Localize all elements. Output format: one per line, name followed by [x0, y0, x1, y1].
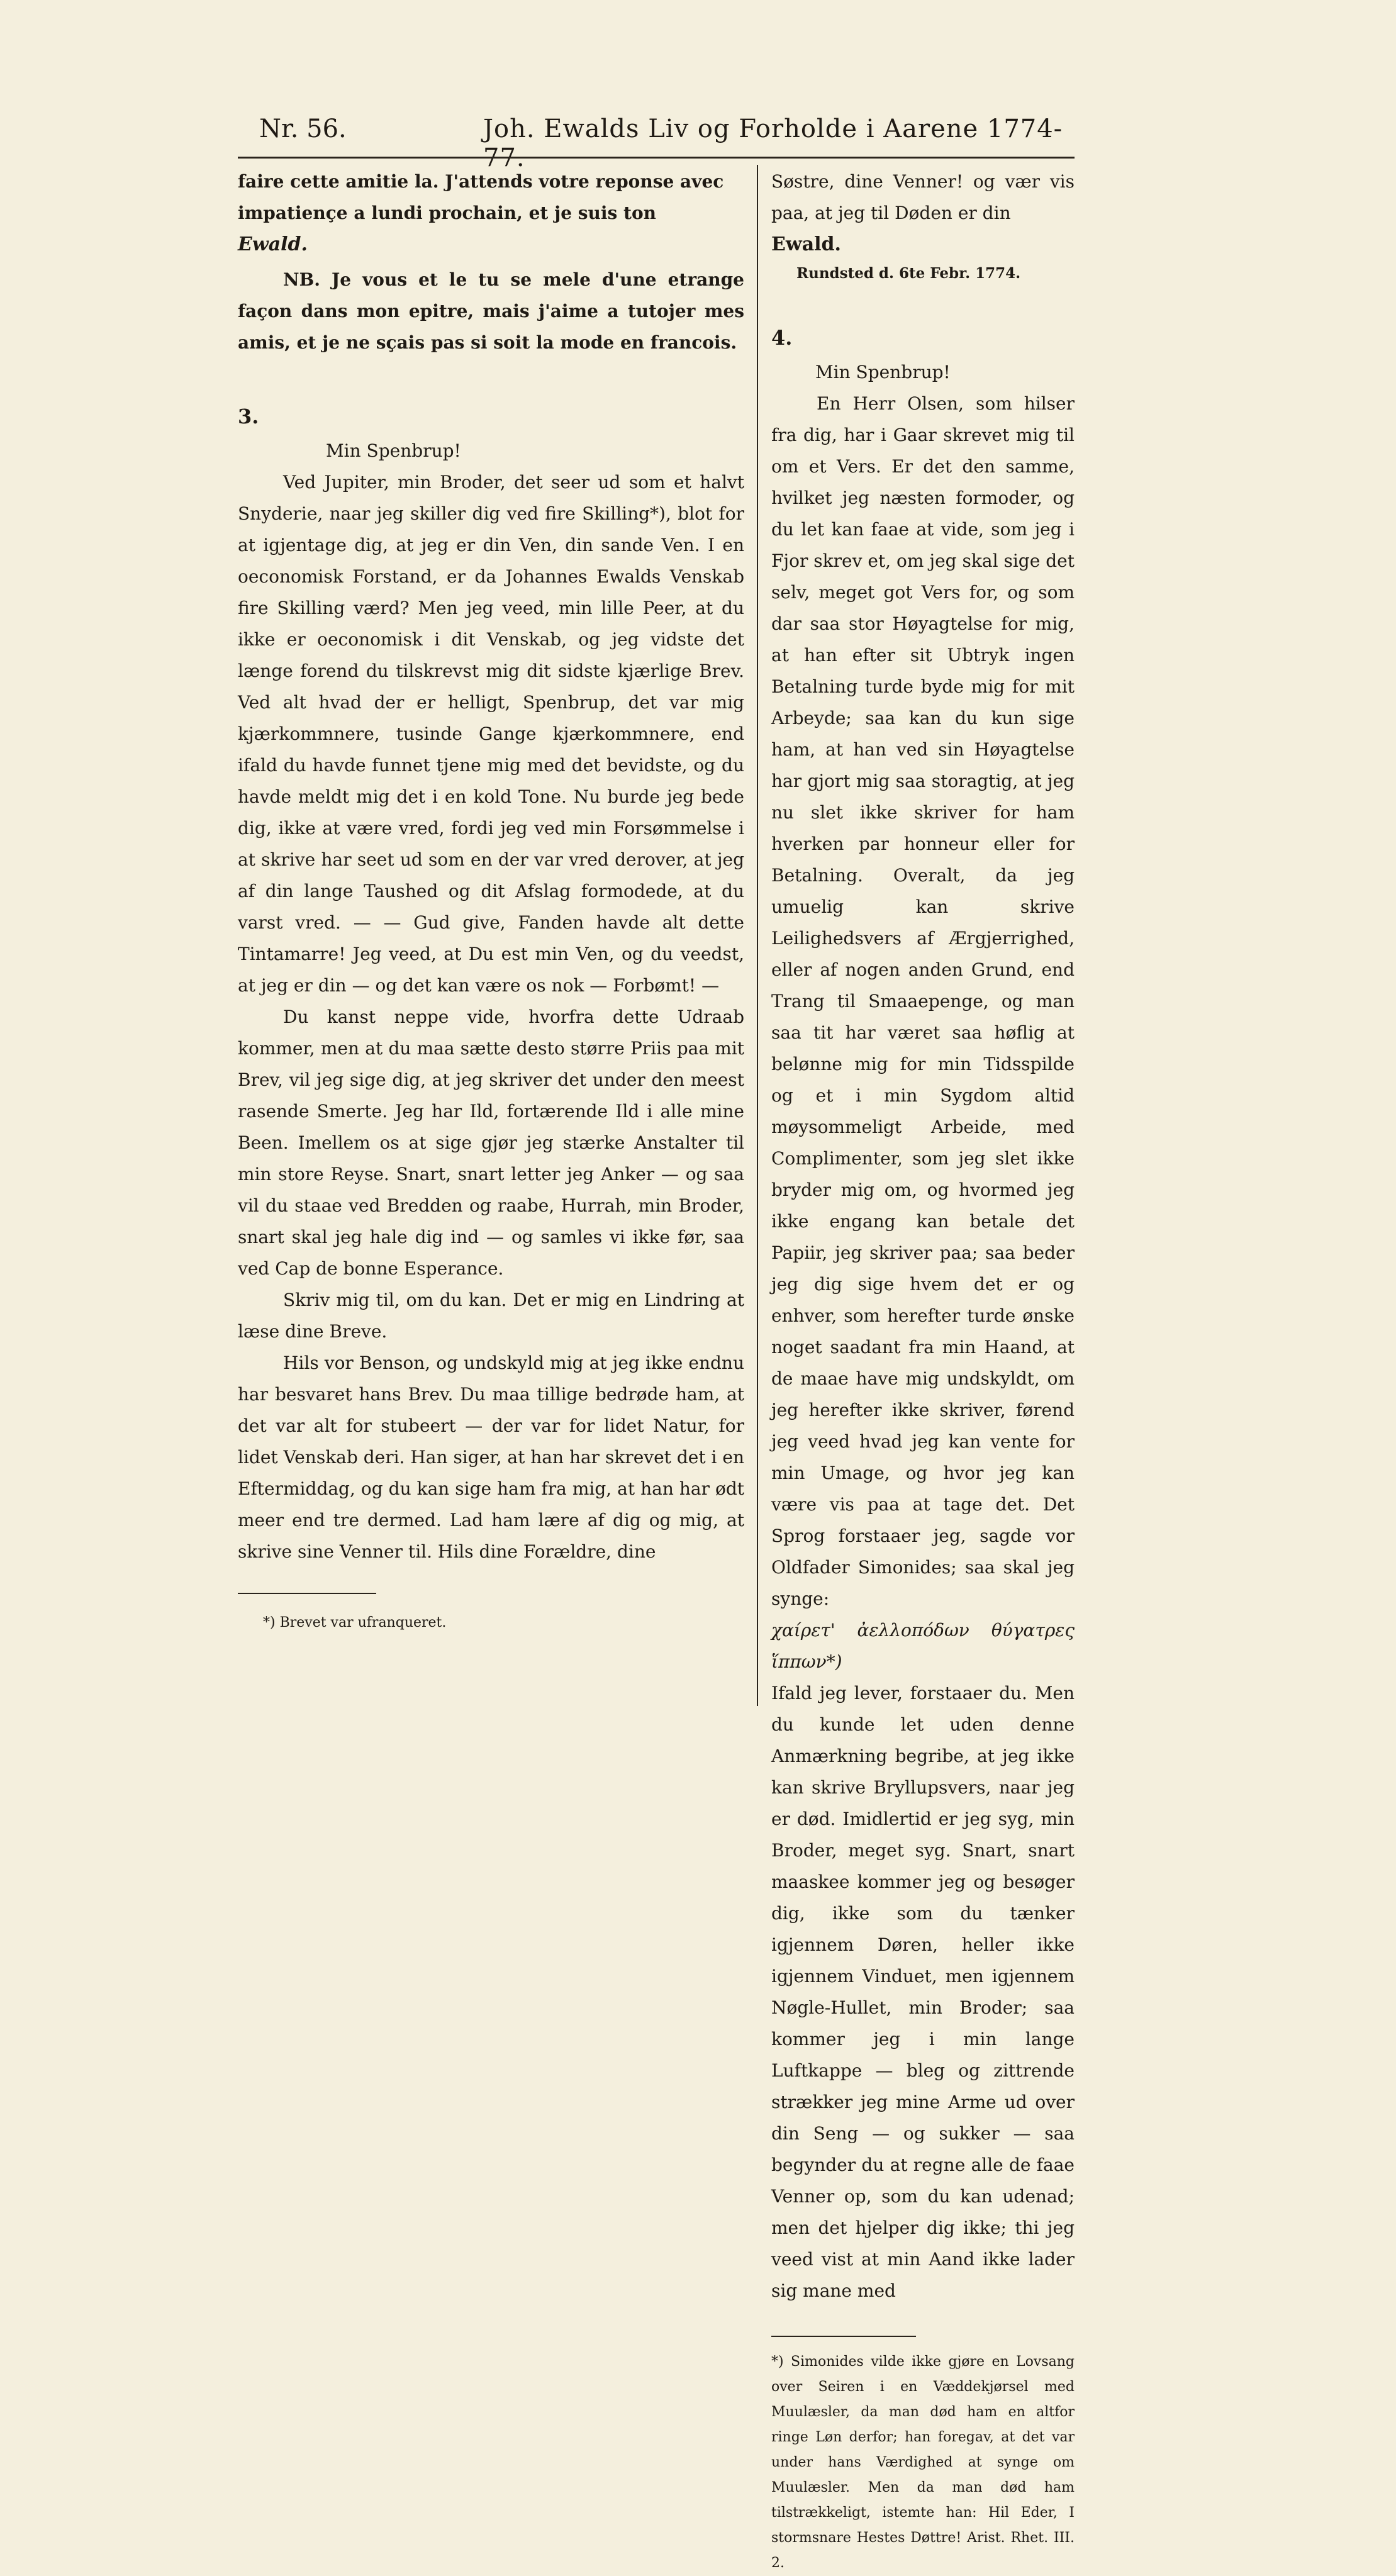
paragraph: Skriv mig til, om du kan. Det er mig en Lindring at læse dine Breve. [238, 1290, 744, 1342]
column-divider [757, 165, 758, 1706]
paragraph: Ved Jupiter, min Broder, det seer ud som et halvt Snyderie, naar jeg skiller dig ved fire Skilling*), blot for at igjentage dig, at jeg er din Ven, din sande Ven. I en oeconomisk Forstand, er da Johannes Ewalds Venskab fire Skilling værd? Men jeg veed, min lille Peer, at du ikke er oeconomisk i dit Venskab, og jeg vidste det længe forend du tilskrevst mig dit sidste kjærlige Brev. Ved alt hvad der er helligt, Spenbrup, det var mig kjærkommnere, tusinde Gange kjærkommnere, end ifald du havde funnet tjene mig med det bevidste, og du havde meldt mig det i en kold Tone. Nu burde jeg bede dig, ikke at være vred, fordi jeg ved min Forsømmelse i at skrive har seet ud som en der var vred derover, at jeg af din lange Taushed og dit Afslag formodede, at du varst vred. — — Gud give, Fanden havde alt dette Tintamarre! Jeg veed, at Du est min Ven, og du veedst, at jeg er din — og det kan være os nok — Forbømt! — [238, 472, 744, 996]
paragraph: Ifald jeg lever, forstaaer du. Men du kunde let uden denne Anmærkning begribe, at jeg ikke kan skrive Bryllupsvers, naar jeg er død. Imidlertid er jeg syg, min Broder, meget syg. Snart, snart maaskee kommer jeg og besøger dig, ikke som du tænker igjennem Døren, heller ikke igjennem Vinduet, men igjennem Nøgle-Hullet, min Broder; saa kommer jeg i min lange Luftkappe — bleg og zittrende strækker jeg mine Arme ud over din Seng — og sukker — saa begynder du at regne alle de faae Venner op, som du kan udenad; men det hjelper dig ikke; thi jeg veed vist at min Aand ikke lader sig mane med [771, 1683, 1075, 2301]
paragraph: Du kanst neppe vide, hvorfra dette Udraab kommer, men at du maa sætte desto større Priis paa mit Brev, vil jeg sige dig, at jeg skriver det under den meest rasende Smerte. Jeg har Ild, fortærende Ild i alle mine Been. Imellem os at sige gjør jeg stærke Anstalter til min store Reyse. Snart, snart letter jeg Anker — og saa vil du staae ved Bredden og raabe, Hurrah, min Broder, snart skal jeg hale dig ind — og samles vi ikke før, saa ved Cap de bonne Esperance. [238, 1006, 744, 1279]
page-number: Nr. 56. [259, 114, 347, 143]
signature: Ewald. [771, 233, 841, 255]
letter-2-line-1: faire cette amitie la. J'attends votre reponse avec [238, 171, 724, 192]
salutation: Min Spenbrup! [815, 362, 951, 382]
paragraph: Hils vor Benson, og undskyld mig at jeg ikke endnu har besvaret hans Brev. Du maa tillige bedrøde ham, at det var alt for stubeert — der var for lidet Natur, for lidet Venskab deri. Han siger, at han har skrevet det i en Eftermiddag, og du kan sige ham fra mig, at han har ødt meer end tre dermed. Lad ham lære af dig og mig, at skrive sine Venner til. Hils dine Forældre, dine [238, 1352, 744, 1562]
paragraph: En Herr Olsen, som hilser fra dig, har i Gaar skrevet mig til om et Vers. Er det den samme, hvilket jeg næsten formoder, og du let kan faae at vide, som jeg i Fjor skrev et, om jeg skal sige det selv, meget got Vers for, og som dar saa stor Høyagtelse for mig, at han efter sit Ubtryk ingen Betalning turde byde mig for mit Arbeyde; saa kan du kun sige ham, at han ved sin Høyagtelse har gjort mig saa storagtig, at jeg nu slet ikke skriver for ham hverken par honneur eller for Betalning. Overalt, da jeg umuelig kan skrive Leilighedsvers af Ærgjerrighed, eller af nogen anden Grund, end Trang til Smaaepenge, og man saa tit har været saa høflig at belønne mig for min Tidsspilde og et i min Sygdom altid møysommeligt Arbeide, med Complimenter, som jeg slet ikke bryder mig om, og hvormed jeg ikke engang kan betale det Papiir, jeg skriver paa; saa beder jeg dig sige hvem det er og enhver, som herefter turde ønske noget saadant fra min Haand, at de maae have mig undskyldt, om jeg herefter ikke skriver, førend jeg veed hvad jeg kan vente for min Umage, og hvor jeg kan være vis paa at tage det. Det Sprog forstaaer jeg, sagde vor Oldfader Simonides; saa skal jeg synge: [771, 393, 1075, 1609]
salutation: Min Spenbrup! [326, 440, 461, 461]
running-title: Joh. Ewalds Liv og Forholde i Aarene 1774-77. [483, 114, 1063, 172]
left-column [238, 166, 744, 1636]
footnote-rule [238, 1593, 376, 1594]
header-rule [238, 157, 1075, 159]
signature: Ewald. [238, 233, 308, 255]
letter-2-line-2: impatienҫe a lundi prochain, et je suis ton [238, 203, 657, 223]
letter-3-closing: Søstre, dine Venner! og vær vis paa, at jeg til Døden er din [771, 171, 1075, 223]
right-column [771, 166, 1075, 2576]
place-date: Rundsted d. 6te Febr. 1774. [796, 265, 1021, 282]
nb-note: NB. Je vous et le tu se mele d'une etrange faҫon dans mon epitre, mais j'aime a tutojer mes amis, et je ne sҫais pas si soit la mode en francois. [238, 269, 744, 353]
footnote: *) Brevet var ufranqueret. [263, 1615, 447, 1631]
greek-quotation: χαίρετ' ἀελλοπόδων θύγατρες ἵππων*) [771, 1620, 1075, 1672]
footnote-rule [771, 2336, 916, 2337]
section-number-3: 3. [238, 404, 259, 428]
footnote: *) Simonides vilde ikke gjøre en Lovsang over Seiren i en Væddekjørsel med Muulæsler, da man død ham en altfor ringe Løn derfor; han foregav, at det var under hans Værdighed at synge om Muulæsler. Men da man død ham tilstrækkeligt, istemte han: Hil Eder, I stormsnare Hestes Døttre! Arist. Rhet. III. 2. [771, 2354, 1075, 2571]
running-header [238, 112, 1075, 172]
section-number-4: 4. [771, 326, 793, 350]
